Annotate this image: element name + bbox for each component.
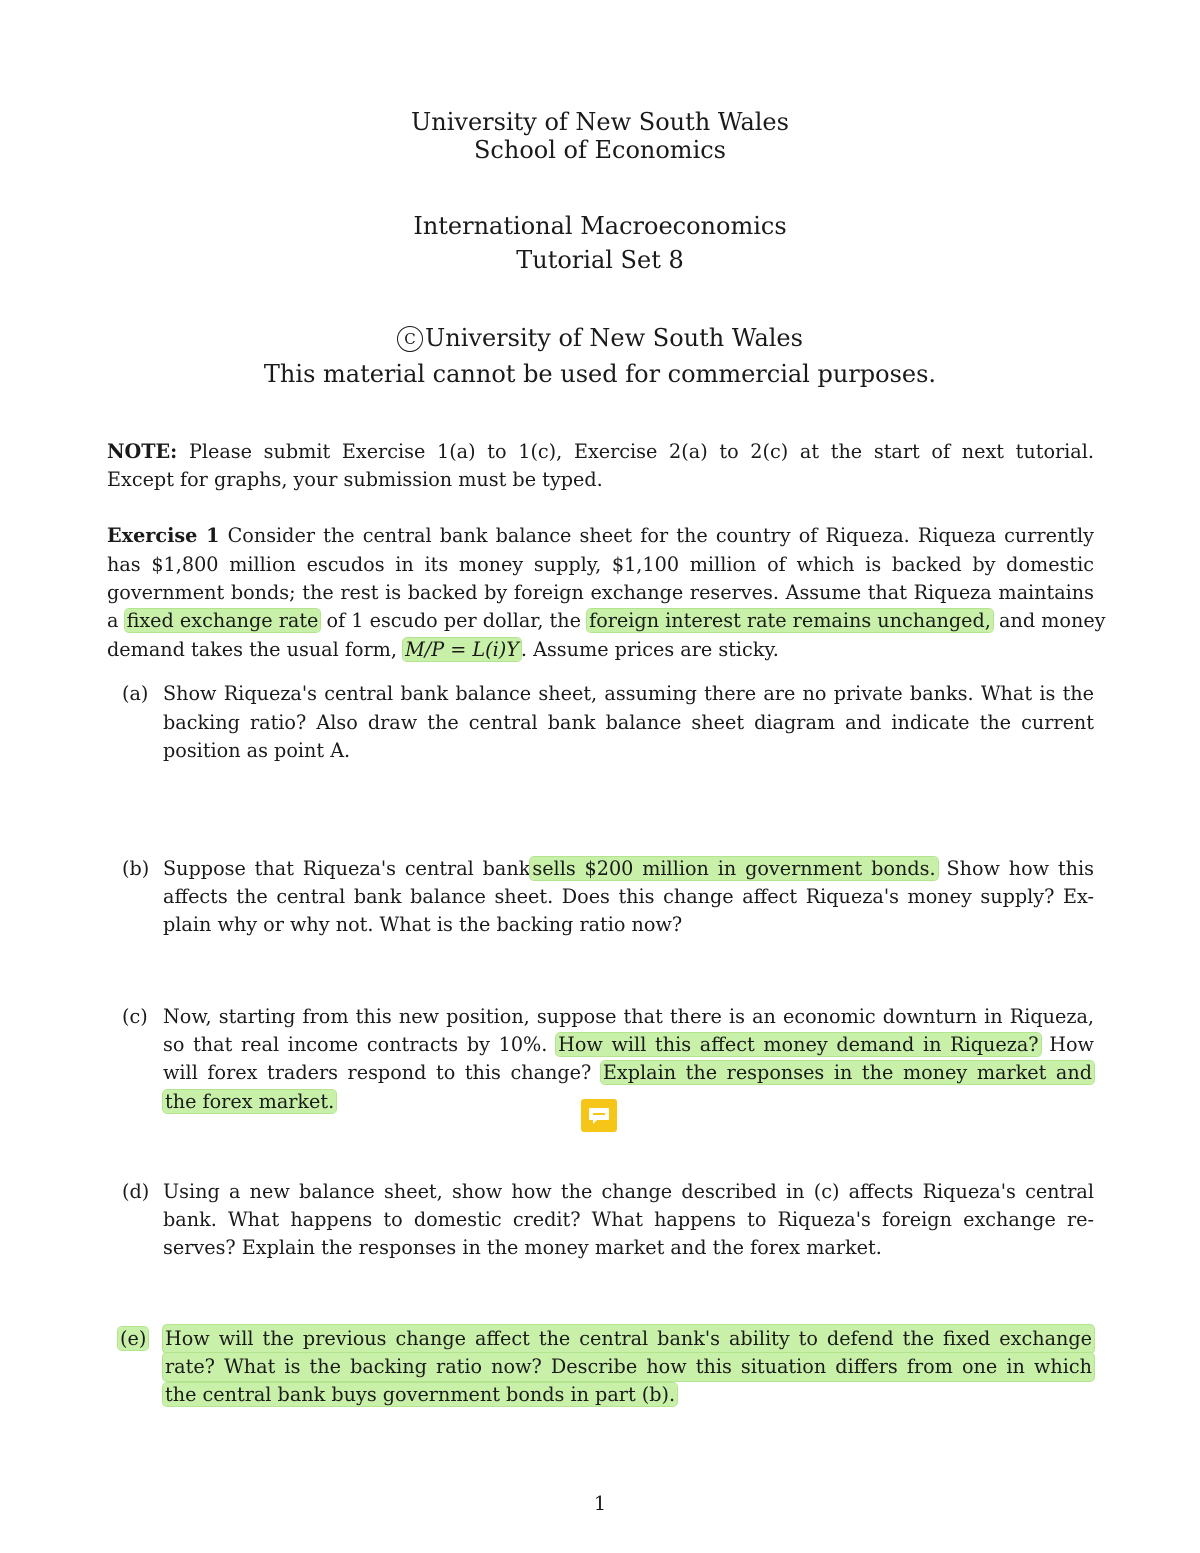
highlight-annotation[interactable]: the central bank buys government bonds in part (b). bbox=[165, 1383, 676, 1406]
exercise1-intro-line-4: a fixed exchange rate of 1 escudo per dollar, the foreign interest rate remains unchanged, and money bbox=[107, 609, 1106, 632]
part-c-line-4 bbox=[163, 1088, 1094, 1116]
exercise1-intro-line-5: demand takes the usual form, M/P = L(i)Y . Assume prices are sticky. bbox=[107, 638, 779, 661]
course-title: International Macroeconomics bbox=[413, 212, 787, 240]
part-a-label: (a) bbox=[122, 682, 149, 705]
part-c-line-3: will forex traders respond to this change? Explain the responses in the money market and bbox=[163, 1061, 1092, 1084]
money-demand-equation[interactable]: M/P = L(i)Y bbox=[405, 638, 519, 661]
highlight-annotation[interactable]: How will the previous change affect the central bank's ability to defend the fixed exchange bbox=[163, 1325, 1094, 1353]
school-title: School of Economics bbox=[473, 136, 726, 164]
note-label: NOTE: bbox=[107, 440, 178, 463]
part-d-line-1: Using a new balance sheet, show how the change described in (c) affects Riqueza's central bbox=[163, 1180, 1094, 1203]
part-a-line-3: position as point A. bbox=[163, 739, 351, 762]
part-e-line-2 bbox=[163, 1353, 1094, 1381]
part-d-line-3: serves? Explain the responses in the money market and the forex market. bbox=[163, 1236, 882, 1259]
part-b-line-1: Suppose that Riqueza's central bank sells $200 million in government bonds. Show how this bbox=[163, 857, 1095, 880]
part-e-line-3 bbox=[163, 1381, 1094, 1409]
exercise1-intro-line-2: has $1,800 million escudos in its money supply, $1,100 million of which is backed by domestic bbox=[107, 553, 1094, 576]
copyright-icon: C bbox=[397, 326, 423, 352]
comment-icon[interactable] bbox=[581, 1099, 617, 1132]
page-number: 1 bbox=[593, 1492, 607, 1515]
exercise1-label: Exercise 1 bbox=[107, 524, 220, 547]
usage-notice: This material cannot be used for commercial purposes. bbox=[263, 360, 937, 388]
university-title: University of New South Wales bbox=[411, 108, 789, 136]
part-c-label: (c) bbox=[122, 1005, 148, 1028]
part-e-label: (e) bbox=[120, 1327, 147, 1350]
part-b-line-2: affects the central bank balance sheet. Does this change affect Riqueza's money supply? Ex- bbox=[163, 885, 1094, 908]
highlight-annotation[interactable]: the forex market. bbox=[165, 1090, 335, 1113]
part-a-line-2: backing ratio? Also draw the central bank balance sheet diagram and indicate the current bbox=[163, 711, 1094, 734]
exercise1-intro-line-1: Exercise 1 Consider the central bank balance sheet for the country of Riqueza. Riqueza currently bbox=[107, 524, 1095, 547]
highlight-annotation[interactable]: Explain the responses in the money market and bbox=[602, 1061, 1092, 1084]
part-c-line-2: so that real income contracts by 10%. How will this affect money demand in Riqueza? How bbox=[163, 1033, 1094, 1056]
highlight-annotation[interactable]: foreign interest rate remains unchanged, bbox=[589, 609, 991, 632]
part-b-line-3: plain why or why not. What is the backing ratio now? bbox=[163, 913, 683, 936]
part-d-line-2: bank. What happens to domestic credit? What happens to Riqueza's foreign exchange re- bbox=[163, 1208, 1094, 1231]
part-c-line-1: Now, starting from this new position, suppose that there is an economic downturn in Riqueza, bbox=[163, 1005, 1094, 1028]
tutorial-title: Tutorial Set 8 bbox=[516, 246, 684, 274]
highlight-annotation[interactable]: rate? What is the backing ratio now? Describe how this situation differs from one in which bbox=[163, 1353, 1094, 1381]
part-d-label: (d) bbox=[122, 1180, 150, 1203]
highlight-annotation[interactable]: fixed exchange rate bbox=[126, 609, 319, 632]
note-line-1: NOTE: Please submit Exercise 1(a) to 1(c), Exercise 2(a) to 2(c) at the start of next tutorial. bbox=[107, 440, 1094, 463]
note-line-2: Except for graphs, your submission must be typed. bbox=[107, 468, 603, 491]
part-b-label: (b) bbox=[122, 857, 150, 880]
highlight-annotation[interactable]: How will this affect money demand in Riqueza? bbox=[558, 1033, 1039, 1056]
copyright-holder: University of New South Wales bbox=[425, 324, 803, 352]
highlight-annotation[interactable]: sells $200 million in government bonds. bbox=[532, 857, 936, 880]
copyright-line bbox=[0, 324, 1200, 352]
part-e-line-1 bbox=[163, 1325, 1094, 1353]
exercise1-intro-line-3: government bonds; the rest is backed by foreign exchange reserves. Assume that Riqueza maintains bbox=[107, 581, 1094, 604]
part-a-line-1: Show Riqueza's central bank balance sheet, assuming there are no private banks. What is the bbox=[163, 682, 1094, 705]
